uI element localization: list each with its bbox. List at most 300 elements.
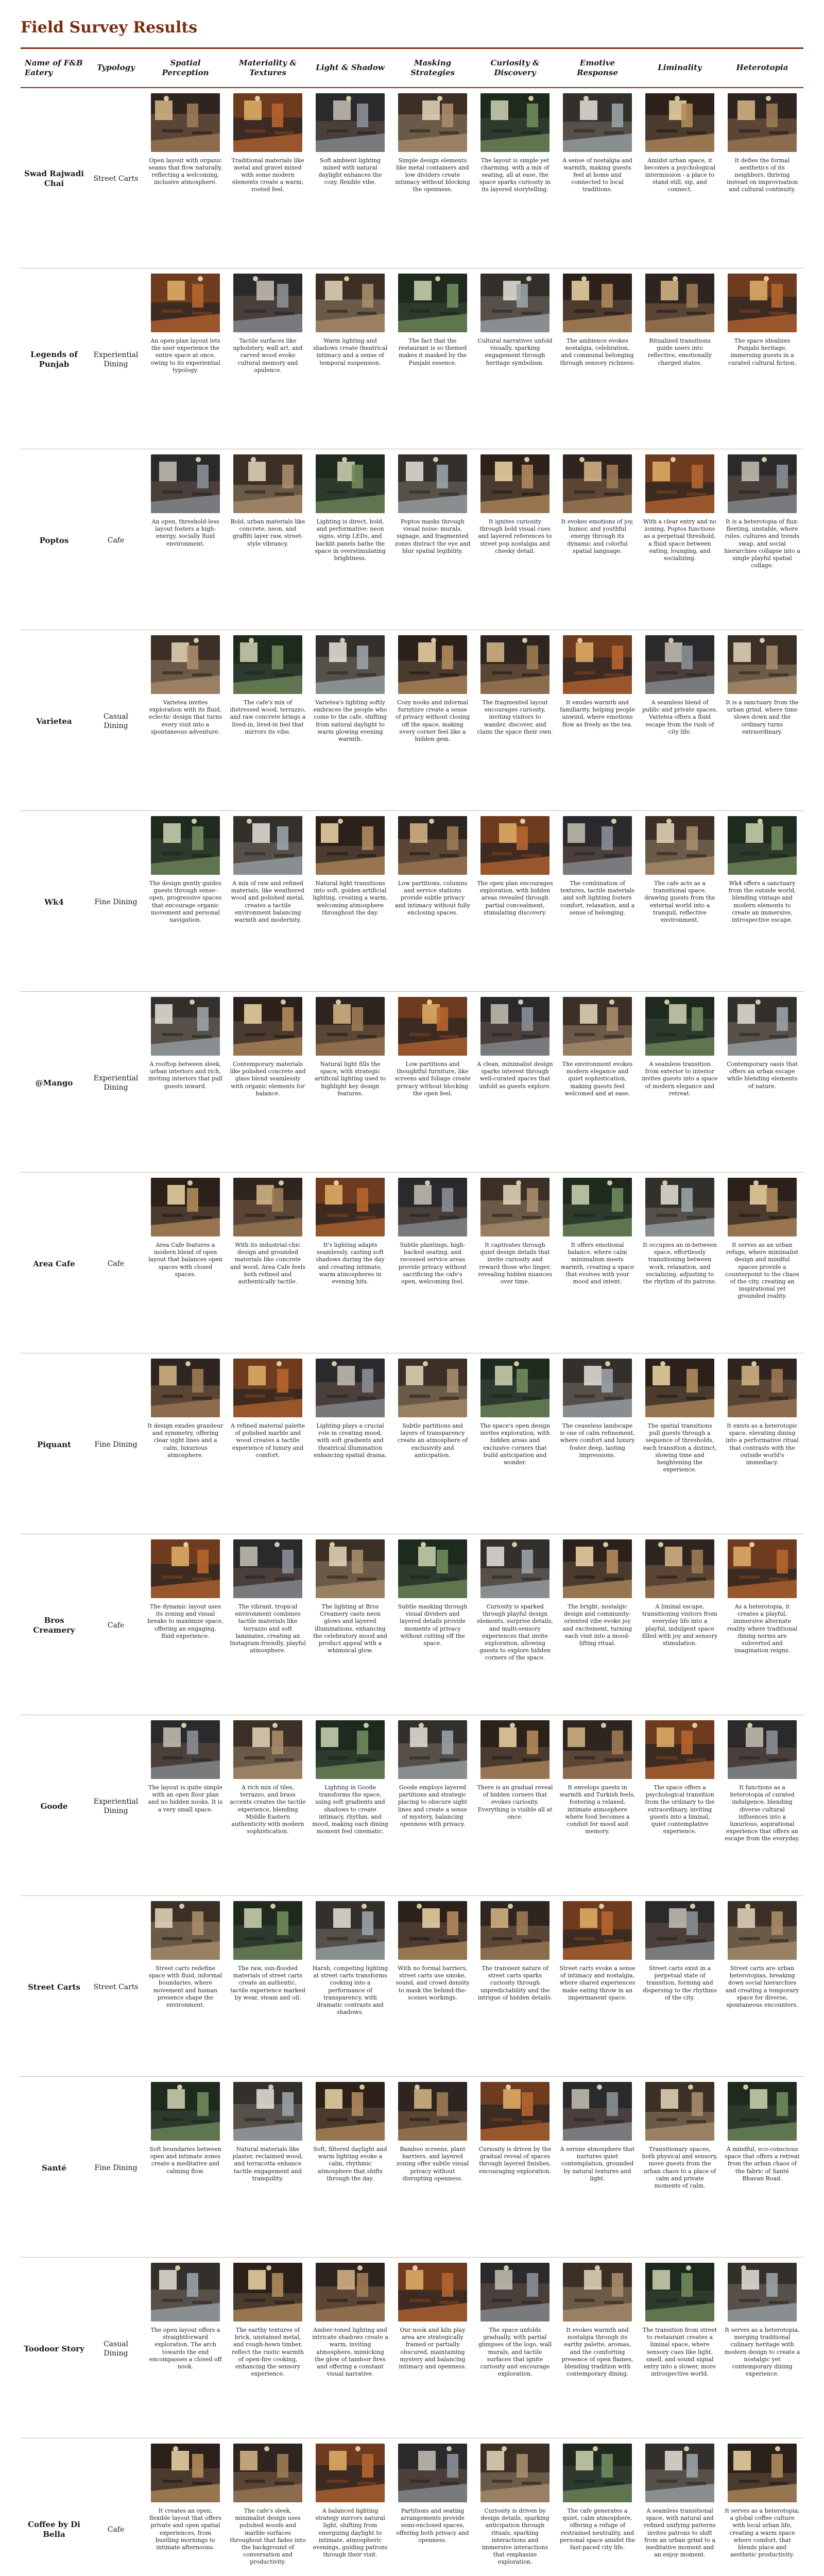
observation-text: The transient nature of street carts sparks curiosity through unpredictability and the intrigue of hidden details. <box>477 1965 553 2001</box>
observation-text: Amber-toned lighting and intricate shadows create a warm, inviting atmosphere, mimicking the glow of tandoor fires and offering a constant visual narrative. <box>312 2327 388 2378</box>
observation-text: It exudes warmth and familiarity, helping people unwind, where emotions flow as freely as the tea. <box>560 699 635 728</box>
eatery-name: Santé <box>21 2077 88 2258</box>
observation-text: Subtle plantings, high-backed seating, and recessed service areas provide privacy without sacrificing the cafe's open, welcoming feel. <box>398 1242 467 1285</box>
observation-text: The cafe's sleek, minimalist design uses polished woods and marble surfaces throughout that fades into the background of conversation and productivity. <box>230 2507 306 2566</box>
site-photo <box>563 2263 632 2321</box>
eatery-typology: Fine Dining <box>88 2077 144 2258</box>
observation-cell <box>227 1534 309 1715</box>
observation-text: With its industrial-chic design and grounded materials like concrete and wood, Area Cafe feels both refined and authentically tactile. <box>230 1242 305 1285</box>
observation-cell <box>474 268 556 449</box>
site-photo <box>480 2082 550 2141</box>
observation-cell <box>639 2438 721 2576</box>
observation-cell <box>391 992 474 1173</box>
observation-text: Low partitions and thoughtful furniture, like screens and foliage create privacy without blocking the open feel. <box>394 1061 471 1097</box>
observation-cell <box>309 449 391 630</box>
observation-cell <box>227 88 309 268</box>
site-photo <box>398 1539 467 1598</box>
observation-cell <box>309 1534 391 1715</box>
header-masking: Masking Strategies <box>391 48 474 88</box>
observation-text: Transitionary spaces, both physical and sensory, move guests from the urban chaos to a place of calm and private moments of calm. <box>642 2146 718 2190</box>
observation-cell <box>144 1896 227 2077</box>
observation-cell <box>144 1173 227 1353</box>
site-photo <box>316 1901 385 1960</box>
observation-text: It functions as a heterotopia of curated indulgence, blending diverse cultural influences into a luxurious, aspirational experience that offers an escape from the everyday. <box>725 1784 800 1842</box>
observation-text: Street carts are urban heterotopias, breaking down social hierarchies and creating a temporary space for diverse, spontaneous encounters. <box>725 1965 799 2009</box>
site-photo <box>151 1901 220 1960</box>
site-photo <box>563 1901 632 1960</box>
site-photo <box>316 635 385 694</box>
observation-cell <box>309 1173 391 1353</box>
site-photo <box>728 997 797 1056</box>
observation-text: It is a sanctuary from the urban grind, where time slows down and the ordinary turns extraordinary. <box>726 699 799 735</box>
observation-text: Soft ambient lighting mixed with natural daylight enhances the cozy, flexible vibe. <box>318 157 382 186</box>
observation-cell <box>391 449 474 630</box>
observation-cell <box>309 811 391 992</box>
site-photo <box>480 816 550 875</box>
header-heterotopia: Heterotopia <box>721 48 803 88</box>
site-photo <box>645 1539 714 1598</box>
observation-cell <box>721 811 803 992</box>
observation-cell <box>556 2077 639 2258</box>
site-photo <box>233 274 302 332</box>
observation-cell <box>721 2258 803 2438</box>
site-photo <box>563 816 632 875</box>
observation-text: Traditional materials like metal and gravel mixed with some modern elements create a warm, rooted feel. <box>231 157 304 193</box>
observation-text: A liminal escape, transitioning visitors from everyday life into a playful, indulgent space filled with joy and sensory stimulation. <box>642 1603 718 1647</box>
page-title: Field Survey Results <box>21 19 198 37</box>
eatery-name: Goode <box>21 1715 88 1896</box>
observation-cell <box>639 268 721 449</box>
site-photo <box>728 274 797 332</box>
site-photo <box>233 1359 302 1417</box>
eatery-name: Coffee by Di Bella <box>21 2438 88 2576</box>
observation-text: Warm lighting and shadows create theatrical intimacy and a sense of temporal suspension. <box>313 337 388 366</box>
site-photo <box>233 1539 302 1598</box>
observation-cell <box>474 1715 556 1896</box>
eatery-typology: Street Carts <box>88 1896 144 2077</box>
site-photo <box>233 454 302 513</box>
site-photo <box>645 997 714 1056</box>
site-photo <box>316 997 385 1056</box>
site-photo <box>645 93 714 152</box>
site-photo <box>233 2444 302 2502</box>
observation-cell <box>391 1896 474 2077</box>
observation-text: Natural materials like plaster, reclaimed wood, and terracotta enhance tactile engagement and tranquility. <box>232 2146 303 2182</box>
observation-cell <box>227 1353 309 1534</box>
table-row <box>21 1896 803 2077</box>
eatery-name: Bros Creamery <box>21 1534 88 1715</box>
observation-cell <box>474 992 556 1173</box>
observation-cell <box>639 1715 721 1896</box>
site-photo <box>151 1359 220 1417</box>
observation-cell <box>227 1173 309 1353</box>
observation-cell <box>144 1715 227 1896</box>
observation-cell <box>639 449 721 630</box>
observation-text: Cultural narratives unfold visually, sparking engagement through heritage symbolism. <box>477 337 553 366</box>
observation-text: As a heterotopia, it creates a playful, immersive alternate reality where traditional dining norms are subverted and imagination reigns. <box>727 1603 798 1654</box>
observation-cell <box>309 2258 391 2438</box>
site-photo <box>316 816 385 875</box>
observation-text: The dynamic layout uses its zoning and visual breaks to maximize space, offering an engaging, fluid experience. <box>147 1603 224 1639</box>
observation-text: The fact that the restaurant is so themed makes it masked by the Punjabi essence. <box>398 337 467 366</box>
observation-text: An open, threshold-less layout fosters a high-energy, socially fluid environment. <box>151 518 219 547</box>
eatery-name: Area Cafe <box>21 1173 88 1353</box>
site-photo <box>563 1359 632 1417</box>
site-photo <box>233 816 302 875</box>
site-photo <box>728 1901 797 1960</box>
eatery-typology: Fine Dining <box>88 1353 144 1534</box>
observation-text: It design exudes grandeur and symmetry, offering clear sight lines and a calm, luxurious atmosphere. <box>147 1422 224 1459</box>
observation-cell <box>474 811 556 992</box>
observation-cell <box>309 630 391 811</box>
observation-text: It ignites curiosity through bold visual cues and layered references to street pop nostalgia and cheeky detail. <box>478 518 552 554</box>
observation-text: Lighting plays a crucial role in creating mood, with soft gradients and theatrical illumination enhancing spatial drama. <box>314 1422 387 1459</box>
site-photo <box>480 2444 550 2502</box>
observation-text: Varietea's lighting softly embraces the people who come to the cafe, shifting from natural daylight to warm glowing evening warmth. <box>313 699 387 743</box>
observation-cell <box>309 992 391 1173</box>
observation-text: Contemporary oasis that offers an urban escape while blending elements of nature. <box>727 1061 798 1090</box>
site-photo <box>398 93 467 152</box>
observation-cell <box>721 88 803 268</box>
site-photo <box>316 2263 385 2321</box>
site-photo <box>398 454 467 513</box>
observation-cell <box>556 449 639 630</box>
observation-text: The cafe's mix of distressed wood, terrazzo, and raw concrete brings a lived-in, lived-in feel that mirrors its vibe. <box>230 699 306 735</box>
site-photo <box>316 93 385 152</box>
observation-cell <box>144 268 227 449</box>
observation-text: A seamless blend of public and private spaces, Varietea offers a fluid escape from the rush of city life. <box>642 699 718 735</box>
table-row <box>21 2077 803 2258</box>
site-photo <box>563 454 632 513</box>
observation-text: The environment evokes modern elegance and quiet sophistication, making guests feel welcomed and at ease. <box>562 1061 633 1097</box>
observation-text: Our nook and kiln play area are strategically framed or partially obscured, maintaining mystery and balancing intimacy and openness. <box>399 2327 467 2370</box>
observation-text: It envelops guests in warmth and Turkish feels, fostering a relaxed, intimate atmosphere where food becomes a conduit for mood and memory. <box>559 1784 636 1835</box>
observation-cell <box>227 2077 309 2258</box>
site-photo <box>563 635 632 694</box>
observation-cell <box>721 2438 803 2576</box>
observation-text: The design gently guides guests through sense-open, progressive spaces that encourage organic movement and personal navigation. <box>149 880 222 924</box>
observation-cell <box>309 1715 391 1896</box>
observation-text: The layout is simple yet charming, with a mix of seating, all at ease, the space sparks curiosity in its layered storytelling. <box>479 157 551 193</box>
observation-cell <box>639 992 721 1173</box>
observation-cell <box>391 268 474 449</box>
observation-cell <box>144 2258 227 2438</box>
eatery-typology: Street Carts <box>93 175 139 183</box>
observation-text: A rich mix of tiles, terrazzo, and brass accents creates the tactile experience, blending Middle Eastern authenticity with modern sophistication. <box>230 1784 306 1835</box>
header-spatial-perception: Spatial Perception <box>144 48 227 88</box>
observation-text: It occupies an in-between space, effortlessly transitioning between work, relaxation, and socializing, adjusting to the rhythm of its patrons. <box>643 1242 717 1285</box>
observation-cell <box>721 449 803 630</box>
table-row <box>21 1353 803 1534</box>
observation-cell <box>474 88 556 268</box>
observation-text: Subtle masking through visual dividers and layered details provide moments of privacy without cutting off the space. <box>398 1603 468 1647</box>
table-row <box>21 2258 803 2438</box>
site-photo <box>398 816 467 875</box>
site-photo <box>645 816 714 875</box>
site-photo <box>645 2082 714 2141</box>
observation-text: Curiosity is driven by design details, sparking anticipation through rituals, sparking interactions and immersive interactions that emphasize exploration. <box>480 2507 550 2566</box>
observation-cell <box>639 1896 721 2077</box>
observation-text: Tactile surfaces like upholstery, wall art, and carved wood evoke cultural memory and opulence. <box>233 337 303 374</box>
observation-cell <box>144 2438 227 2576</box>
observation-cell <box>227 811 309 992</box>
observation-text: Bamboo screens, plant barriers, and layered zoning offer subtle visual privacy without disrupting openness. <box>396 2146 469 2182</box>
observation-cell <box>391 1534 474 1715</box>
observation-text: A balanced lighting strategy mirrors natural light, shifting from energizing daylight to intimate, atmospheric evenings, guiding patrons through their visit. <box>313 2507 388 2558</box>
observation-text: The transition from street to restaurant creates a liminal space, where sensory cues like light, smell, and sound signal entry into a slower, more introspective world. <box>642 2327 717 2378</box>
observation-text: The open layout offers a straightforward exploration. The arch towards the end encompasses a closed off nook. <box>149 2327 222 2370</box>
site-photo <box>563 274 632 332</box>
observation-text: Open layout with organic seams that flow naturally, reflecting a welcoming, inclusive atmosphere. <box>148 157 222 186</box>
observation-cell <box>721 992 803 1173</box>
observation-text: Wk4 offers a sanctuary from the outside world, blending vintage and modern elements to create an immersive, introspective escape. <box>728 880 796 924</box>
observation-text: Lighting is direct, bold, and performative: neon signs, strip LEDs, and backlit panels bathe the space in overstimulating brightness. <box>315 518 386 562</box>
eatery-typology: Casual Dining <box>88 630 144 811</box>
observation-text: Subtle partitions and layers of transparency create an atmosphere of exclusivity and anticipation. <box>397 1422 468 1459</box>
eatery-typology: Casual Dining <box>88 2258 144 2438</box>
observation-text: A clean, minimalist design sparks interest through well-curated spaces that unfold as guests explore. <box>477 1061 553 1090</box>
site-photo <box>645 454 714 513</box>
observation-text: The earthy textures of brick, unstained metal, and rough-hewn timber, reflect the rustic warmth of open-fire cooking, enhancing the sensory experience. <box>232 2327 304 2378</box>
site-photo <box>563 1720 632 1779</box>
site-photo <box>480 454 550 513</box>
site-photo <box>151 816 220 875</box>
observation-text: With a clear entry and no zoning, Poptos functions as a perpetual threshold, a fluid space between eating, lounging, and socializing. <box>643 518 717 562</box>
site-photo <box>398 2444 467 2502</box>
observation-text: Natural light fills the space, with strategic artificial lighting used to highlight key design features. <box>315 1061 386 1097</box>
eatery-typology: Fine Dining <box>88 811 144 992</box>
eatery-typology: Experiential Dining <box>88 992 144 1173</box>
site-photo <box>398 1901 467 1960</box>
observation-cell <box>639 1534 721 1715</box>
observation-text: A serene atmosphere that nurtures quiet contemplation, grounded by natural textures and light. <box>560 2146 635 2182</box>
site-photo <box>316 1720 385 1779</box>
observation-cell <box>309 2438 391 2576</box>
observation-text: The combination of textures, tactile materials and soft lighting fosters comfort, relaxation, and a sense of belonging. <box>560 880 635 916</box>
site-photo <box>645 1901 714 1960</box>
site-photo <box>151 2082 220 2141</box>
observation-cell <box>556 811 639 992</box>
observation-text: A refined material palette of polished marble and wood creates a tactile experience of luxury and comfort. <box>231 1422 305 1459</box>
eatery-name: Street Carts <box>21 1896 88 2077</box>
site-photo <box>728 1539 797 1598</box>
table-row <box>21 88 803 268</box>
observation-cell <box>556 630 639 811</box>
site-photo <box>645 1359 714 1417</box>
observation-text: It's lighting adapts seamlessly, casting soft shadows during the day and creating intimate, warm atmospheres in evening hits. <box>316 1242 385 1285</box>
observation-text: Curiosity is driven by the gradual reveal of spaces through layered finishes, encouraging exploration. <box>478 2146 552 2175</box>
site-photo <box>728 1720 797 1779</box>
observation-cell <box>391 88 474 268</box>
site-photo <box>645 274 714 332</box>
observation-text: Natural light transitions into soft, golden artificial lighting, creating a warm, welcoming atmosphere throughout the day. <box>313 880 388 916</box>
site-photo <box>151 93 220 152</box>
observation-cell <box>227 268 309 449</box>
observation-text: It exists as a heterotopic space, elevating dining into a performative ritual that contrasts with the outside world's immediacy. <box>726 1422 799 1466</box>
site-photo <box>563 2444 632 2502</box>
observation-cell <box>391 2258 474 2438</box>
observation-text: An open-plan layout lets the user experience the entire space at once, owing to its experiential typology. <box>150 337 220 374</box>
observation-cell <box>639 1353 721 1534</box>
site-photo <box>316 1359 385 1417</box>
site-photo <box>316 274 385 332</box>
site-photo <box>480 2263 550 2321</box>
observation-cell <box>556 2438 639 2576</box>
observation-text: The raw, sun-flooded materials of street carts create an authentic, tactile experience marked by wear, steam and oil. <box>230 1965 305 2001</box>
header-name: Name of F&B Eatery <box>21 48 88 88</box>
site-photo <box>398 1178 467 1236</box>
eatery-typology: Experiential Dining <box>88 1715 144 1896</box>
observation-text: Varietea invites exploration with its fluid, eclectic design that turns every visit into a spontaneous adventure. <box>148 699 222 735</box>
observation-text: A mix of raw and refined materials, like weathered wood and polished metal, creates a tactile environment balancing warmth and modernity. <box>231 880 305 924</box>
observation-cell <box>474 2258 556 2438</box>
survey-table <box>21 47 803 2576</box>
site-photo <box>728 1178 797 1236</box>
site-photo <box>728 816 797 875</box>
header-light-shadow: Light & Shadow <box>309 48 391 88</box>
site-photo <box>480 1359 550 1417</box>
eatery-typology: Cafe <box>88 449 144 630</box>
observation-text: The ambience evokes nostalgia, celebration, and communal belonging through sensory richness. <box>560 337 635 366</box>
observation-text: With no formal barriers, street carts use smoke, sound, and crowd density to mask the behind-the-scenes workings. <box>396 1965 470 2001</box>
site-photo <box>728 2082 797 2141</box>
header-curiosity: Curiosity & Discovery <box>474 48 556 88</box>
site-photo <box>233 997 302 1056</box>
site-photo <box>233 2263 302 2321</box>
observation-cell <box>474 2438 556 2576</box>
observation-text: Contemporary materials like polished concrete and glass blend seamlessly with organic elements for balance. <box>230 1061 306 1097</box>
observation-text: It is a heterotopia of flux: fleeting, unstable, where rules, cultures and trends swap, and social hierarchies collapse into a single playful spatial collage. <box>724 518 800 569</box>
site-photo <box>480 997 550 1056</box>
eatery-name: Toodoor Story <box>21 2258 88 2438</box>
site-photo <box>151 997 220 1056</box>
eatery-name: Swad Rajwadi Chai <box>24 169 84 189</box>
site-photo <box>233 1720 302 1779</box>
site-photo <box>480 93 550 152</box>
site-photo <box>728 93 797 152</box>
site-photo <box>398 1359 467 1417</box>
observation-text: Poptos masks through visual noise: murals, signage, and fragmented zones distract the eye and blur spatial legibility. <box>394 518 471 554</box>
table-row <box>21 268 803 449</box>
table-row <box>21 2438 803 2576</box>
site-photo <box>233 635 302 694</box>
eatery-typology: Cafe <box>88 1173 144 1353</box>
site-photo <box>728 2444 797 2502</box>
site-photo <box>563 1539 632 1598</box>
site-photo <box>480 274 550 332</box>
site-photo <box>728 454 797 513</box>
site-photo <box>563 997 632 1056</box>
site-photo <box>316 454 385 513</box>
observation-cell <box>309 2077 391 2258</box>
observation-text: Bold, urban materials like concrete, neon, and graffiti layer raw, street-style vibrancy. <box>230 518 305 547</box>
eatery-name: Piquant <box>21 1353 88 1534</box>
observation-text: It serves as a heterotopia, a global coffee culture with local urban life, creating a warm space where comfort, that blends place and aesthetic productivity. <box>725 2507 800 2558</box>
observation-text: A seamless transitional space, with natural and refined unifying patterns invites patrons to shift from an urban grind to a meditative moment and an enjoy moment. <box>644 2507 716 2558</box>
observation-text: The ceaseless landscape is one of calm refinement, where comfort and luxury foster deep, lasting impressions. <box>560 1422 635 1459</box>
observation-cell <box>639 630 721 811</box>
observation-cell <box>721 2077 803 2258</box>
table-row <box>21 1173 803 1353</box>
observation-text: It evokes emotions of joy, humor, and youthful energy through its dynamic and colorful spatial language. <box>561 518 634 554</box>
observation-cell <box>556 1896 639 2077</box>
table-row <box>21 811 803 992</box>
observation-text: The open plan encourages exploration, with hidden areas revealed through partial concealment, stimulating discovery. <box>477 880 553 916</box>
observation-cell <box>144 992 227 1173</box>
site-photo <box>316 2082 385 2141</box>
observation-cell <box>556 268 639 449</box>
observation-cell <box>556 88 639 268</box>
observation-text: Street carts exist in a perpetual state of transition, forming and dispersing to the rhythms of the city. <box>643 1965 717 2001</box>
site-photo <box>151 2263 220 2321</box>
header-liminality: Liminality <box>639 48 721 88</box>
site-photo <box>645 1720 714 1779</box>
observation-text: The spatial transitions pull guests through a sequence of thresholds, each transition a distinct, slowing time and heightening the experience. <box>643 1422 717 1473</box>
site-photo <box>233 93 302 152</box>
observation-cell <box>556 2258 639 2438</box>
observation-cell <box>391 2077 474 2258</box>
observation-text: The space offers a psychological transition from the ordinary to the extraordinary, inviting guests into a liminal, quiet contemplative experience. <box>645 1784 715 1835</box>
observation-cell <box>227 2258 309 2438</box>
observation-cell <box>227 2438 309 2576</box>
site-photo <box>563 2082 632 2141</box>
observation-cell <box>309 88 391 268</box>
observation-cell <box>639 1173 721 1353</box>
observation-text: The cafe acts as a transitional space, drawing guests from the external world into a tranquil, reflective environment. <box>644 880 715 924</box>
site-photo <box>480 1720 550 1779</box>
observation-cell <box>144 811 227 992</box>
observation-cell <box>721 268 803 449</box>
observation-cell <box>227 992 309 1173</box>
observation-text: Soft, filtered daylight and warm lighting evoke a calm, rhythmic atmosphere that shifts through the day. <box>313 2146 387 2182</box>
observation-cell <box>227 630 309 811</box>
observation-cell <box>556 1715 639 1896</box>
observation-cell <box>144 1534 227 1715</box>
observation-cell <box>474 449 556 630</box>
observation-text: The lighting at Bros Creamery casts neon glows and layered illuminations, enhancing the celebratory mood and product appeal with a whimsical glow. <box>313 1603 387 1654</box>
site-photo <box>645 1178 714 1236</box>
observation-text: The space unfolds gradually, with partial glimpses of the logo, wall murals, and tactile surfaces that ignite curiosity and encourage exploration. <box>478 2327 552 2378</box>
site-photo <box>398 1720 467 1779</box>
observation-text: Simple design elements like metal containers and low dividers create intimacy without blocking the openness. <box>395 157 470 193</box>
observation-cell <box>391 1173 474 1353</box>
site-photo <box>645 635 714 694</box>
observation-cell <box>721 1715 803 1896</box>
site-photo <box>398 274 467 332</box>
eatery-typology: Cafe <box>88 2438 144 2576</box>
observation-cell <box>474 1173 556 1353</box>
observation-cell <box>639 88 721 268</box>
observation-cell <box>721 630 803 811</box>
eatery-name: Wk4 <box>21 811 88 992</box>
header-typology: Typology <box>88 48 144 88</box>
header-row <box>21 48 803 88</box>
header-emotive-response: Emotive Response <box>556 48 639 88</box>
site-photo <box>398 2263 467 2321</box>
observation-text: Area Cafe features a modern blend of open layout that balances open spaces with closed spaces. <box>148 1242 222 1278</box>
site-photo <box>233 1178 302 1236</box>
observation-cell <box>556 1534 639 1715</box>
table-row <box>21 630 803 811</box>
observation-text: Amidst urban space, it becomes a psychological intermission - a place to stand still, sip, and connect. <box>644 157 716 193</box>
observation-cell <box>227 1715 309 1896</box>
table-header <box>21 48 803 88</box>
observation-cell <box>309 1353 391 1534</box>
site-photo <box>151 454 220 513</box>
site-photo <box>480 1901 550 1960</box>
observation-text: Soft boundaries between open and intimate zones create a meditative and calming flow. <box>149 2146 221 2175</box>
observation-text: Harsh, competing lighting at street carts transforms cooking into a performance of transparency, with dramatic contrasts and shadows. <box>312 1965 388 2016</box>
